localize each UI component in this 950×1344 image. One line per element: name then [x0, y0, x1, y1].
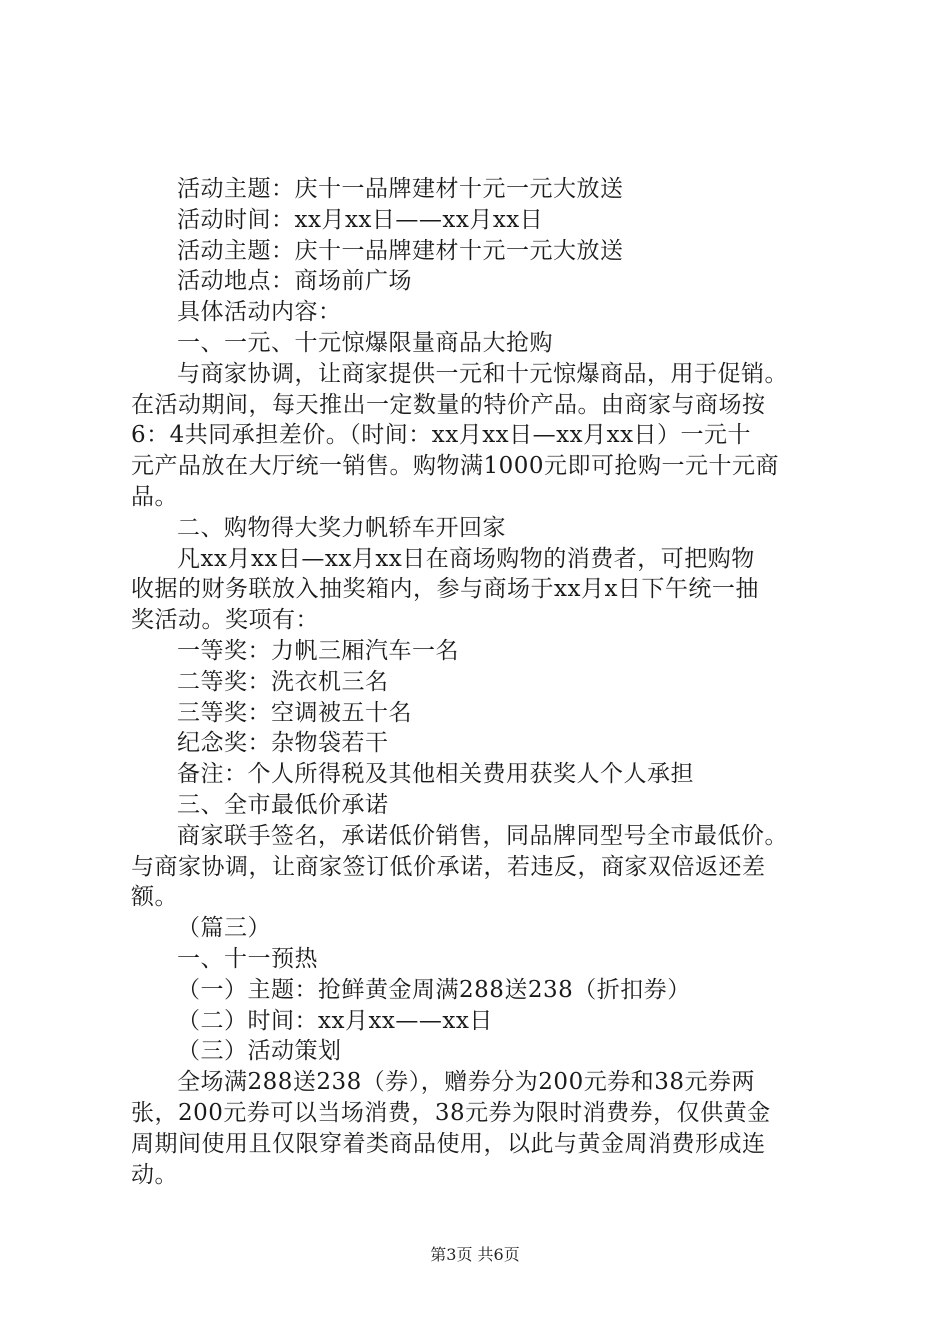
text-line: 与商家协调，让商家提供一元和十元惊爆商品，用于促销。 [177, 360, 788, 387]
text-line: 奖活动。奖项有： [131, 607, 319, 634]
text-line: 6：4共同承担差价。（时间：xx月xx日—xx月xx日）一元十 [131, 422, 752, 449]
text-line: 活动主题：庆十一品牌建材十元一元大放送 [177, 176, 624, 202]
text-line: 与商家协调，让商家签订低价承诺，若违反，商家双倍返还差 [131, 853, 766, 880]
text-line: 纪念奖：杂物袋若干 [177, 730, 389, 757]
text-line: 活动主题：庆十一品牌建材十元一元大放送 [177, 237, 624, 264]
text-line: 二、购物得大奖力帆轿车开回家 [177, 514, 506, 541]
text-line: 全场满288送238（券），赠券分为200元券和38元券两 [177, 1069, 755, 1096]
document-body [131, 174, 831, 1190]
text-line: （二）时间：xx月xx——xx日 [177, 1007, 493, 1034]
text-line: 三等奖：空调被五十名 [177, 699, 412, 726]
page-number-footer: 第3页 共6页 [430, 1245, 520, 1264]
text-line: 具体活动内容： [177, 299, 342, 326]
text-line: （三）活动策划 [177, 1038, 342, 1065]
text-line: 商家联手签名，承诺低价销售，同品牌同型号全市最低价。 [177, 822, 788, 849]
text-line: 元产品放在大厅统一销售。购物满1000元即可抢购一元十元商 [131, 453, 780, 480]
text-line: （一）主题：抢鲜黄金周满288送238（折扣券） [177, 976, 691, 1003]
text-line: 动。 [131, 1161, 178, 1188]
text-line: （篇三） [177, 915, 271, 942]
text-line: 品。 [131, 483, 178, 510]
text-line: 凡xx月xx日—xx月xx日在商场购物的消费者，可把购物 [177, 545, 755, 572]
text-line: 张，200元券可以当场消费，38元券为限时消费券，仅供黄金 [131, 1099, 771, 1126]
text-line: 一、一元、十元惊爆限量商品大抢购 [177, 329, 553, 356]
text-line: 一、十一预热 [177, 945, 318, 972]
text-line: 额。 [131, 884, 178, 911]
text-line: 一等奖：力帆三厢汽车一名 [177, 637, 459, 664]
text-line: 二等奖：洗衣机三名 [177, 668, 389, 695]
text-line: 备注：个人所得税及其他相关费用获奖人个人承担 [177, 761, 694, 788]
text-line: 三、全市最低价承诺 [177, 791, 389, 818]
text-line: 周期间使用且仅限穿着类商品使用，以此与黄金周消费形成连 [131, 1130, 766, 1157]
text-line: 活动地点：商场前广场 [177, 268, 412, 295]
text-line: 活动时间：xx月xx日——xx月xx日 [177, 206, 544, 233]
text-line: 在活动期间，每天推出一定数量的特价产品。由商家与商场按 [131, 391, 766, 418]
text-line: 收据的财务联放入抽奖箱内，参与商场于xx月x日下午统一抽 [131, 576, 759, 603]
